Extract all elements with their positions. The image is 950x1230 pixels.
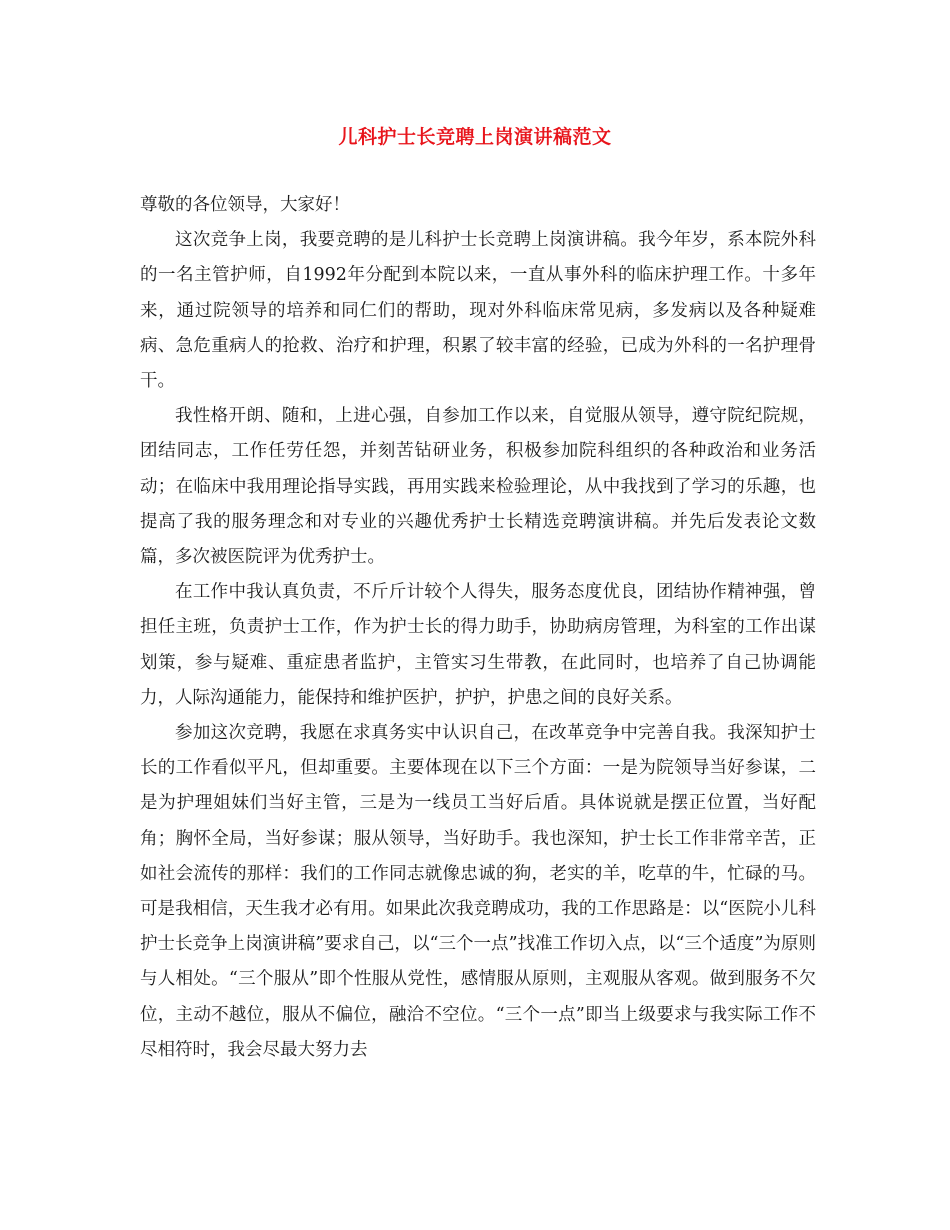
greeting-paragraph: 尊敬的各位领导，大家好！ [140, 195, 350, 215]
body-paragraph-1: 这次竞争上岗，我要竞聘的是儿科护士长竞聘上岗演讲稿。我今年岁，系本院外科的一名主管护师，自1992年分配到本院以来，一直从事外科的临床护理工作。十多年来，通过院领导的培养和同仁们的帮助，现对外科临床常见病，多发病以及各种疑难病、急危重病人的抢救、治疗和护理，积累了较丰富的经验，已成为外科的一名护理骨干。 [140, 230, 816, 392]
body-paragraph-3: 在工作中我认真负责，不斤斤计较个人得失，服务态度优良，团结协作精神强，曾担任主班，负责护士工作，作为护士长的得力助手，协助病房管理，为科室的工作出谋划策，参与疑难、重症患者监护，主管实习生带教，在此同时，也培养了自己协调能力，人际沟通能力，能保持和维护医护，护护，护患之间的良好关系。 [140, 582, 816, 708]
document-body [140, 188, 816, 1068]
document-title: 儿科护士长竞聘上岗演讲稿范文 [338, 126, 612, 148]
body-paragraph-2: 我性格开朗、随和，上进心强，自参加工作以来，自觉服从领导，遵守院纪院规，团结同志，工作任劳任怨，并刻苦钻研业务，积极参加院科组织的各种政治和业务活动；在临床中我用理论指导实践，再用实践来检验理论，从中我找到了学习的乐趣，也提高了我的服务理念和对专业的兴趣优秀护士长精选竞聘演讲稿。并先后发表论文数篇，多次被医院评为优秀护士。 [140, 406, 816, 568]
body-paragraph-4: 参加这次竞聘，我愿在求真务实中认识自己，在改革竞争中完善自我。我深知护士长的工作看似平凡，但却重要。主要体现在以下三个方面：一是为院领导当好参谋，二是为护理姐妹们当好主管，三是为一线员工当好后盾。具体说就是摆正位置，当好配角；胸怀全局，当好参谋；服从领导，当好助手。我也深知，护士长工作非常辛苦，正如社会流传的那样：我们的工作同志就像忠诚的狗，老实的羊，吃草的牛，忙碌的马。可是我相信，天生我才必有用。如果此次我竞聘成功，我的工作思路是：以“医院小儿科护士长竞争上岗演讲稿”要求自己，以“三个一点”找准工作切入点，以“三个适度”为原则与人相处。“三个服从”即个性服从党性，感情服从原则，主观服从客观。做到服务不欠位，主动不越位，服从不偏位，融洽不空位。“三个一点”即当上级要求与我实际工作不尽相符时，我会尽最大努力去 [140, 723, 816, 1060]
